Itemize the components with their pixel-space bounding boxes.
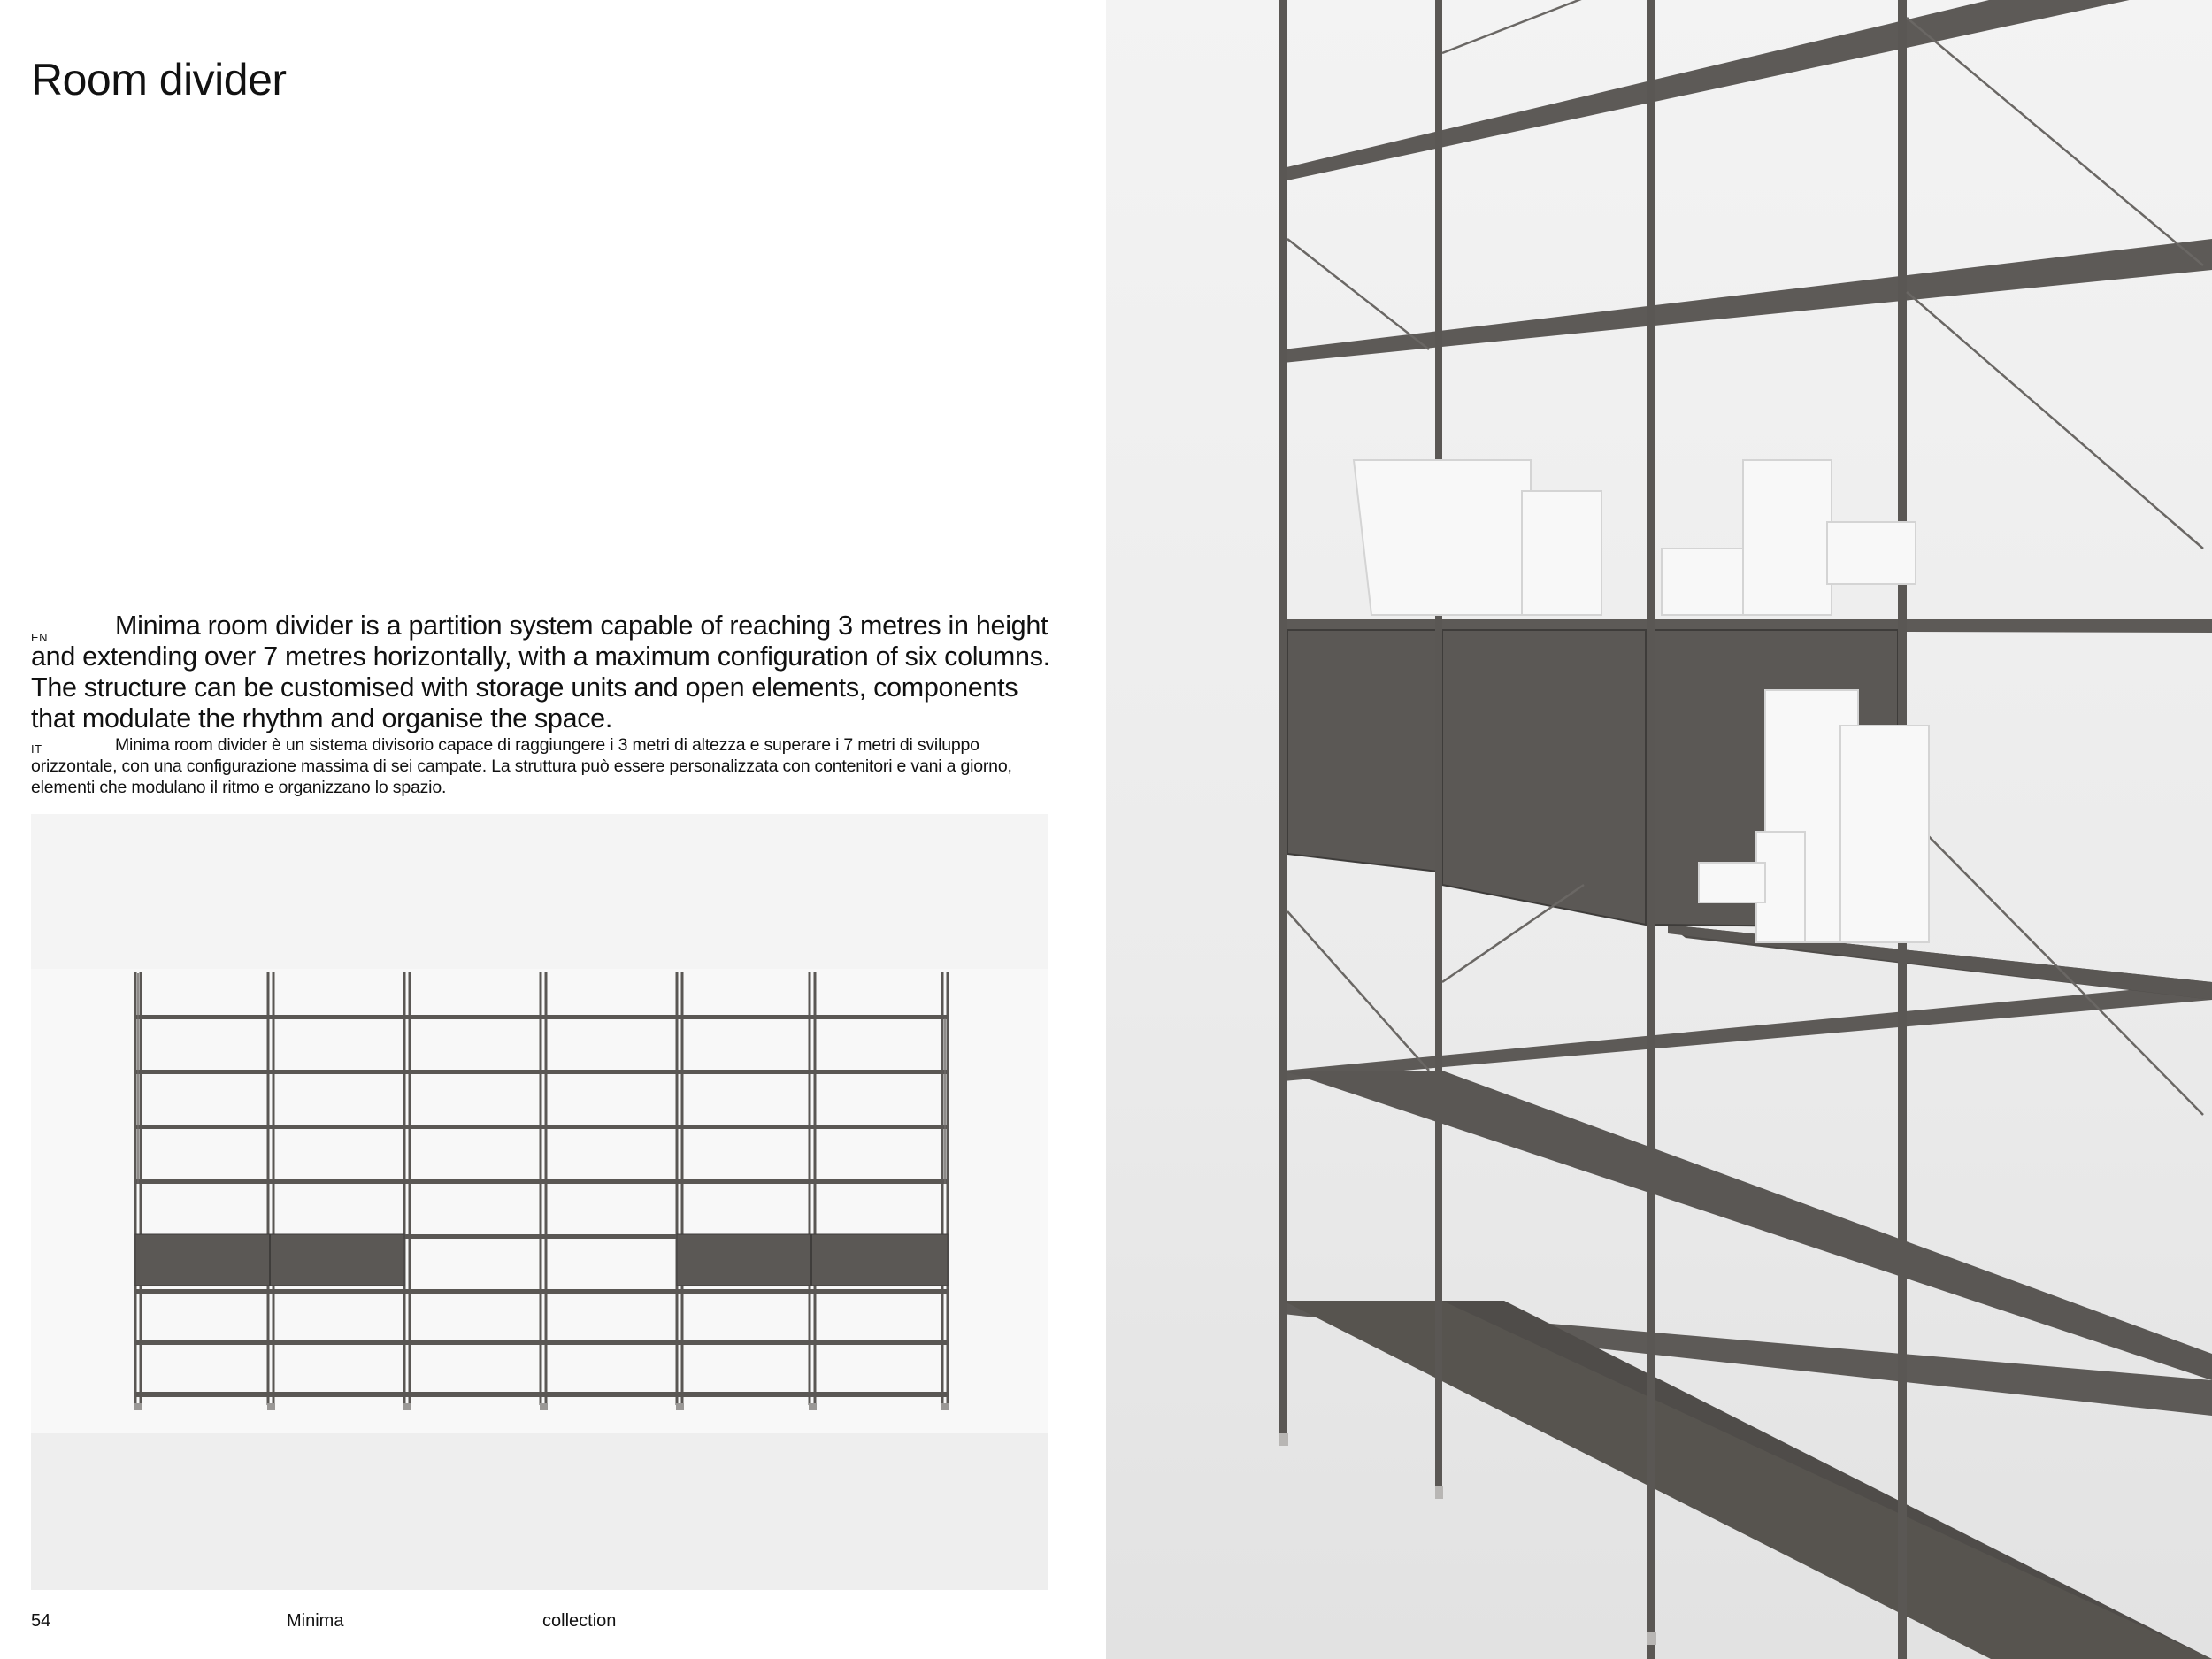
right-page	[1106, 0, 2212, 1659]
description-en-text: Minima room divider is a partition system capable of reaching 3 metres in height and extending over 7 metres horizontally, with a maximum configuration of six columns. The structure can be customised with storage units and open elements, components that modulate the rhythm and organise the space.	[31, 611, 1050, 733]
description-it-text: Minima room divider è un sistema divisorio capace di raggiungere i 3 metri di altezza e superare i 7 metri di sviluppo orizzontale, con una configurazione massima di sei campate. La struttura può essere personalizzata con contenitori e vani a giorno, elementi che modulano il ritmo e organizzano lo spazio.	[31, 735, 1012, 797]
room-divider-detail-illustration	[1106, 0, 2212, 1659]
lang-label-it: IT	[31, 742, 42, 756]
footer-section: collection	[542, 1611, 617, 1631]
description-block	[31, 611, 1066, 798]
footer-page-number: 54	[31, 1611, 51, 1631]
description-en	[31, 611, 1066, 734]
page-title: Room divider	[31, 54, 287, 104]
description-it	[31, 734, 1066, 798]
lang-label-en: EN	[31, 631, 49, 644]
product-photo-front	[31, 814, 1048, 1590]
footer-brand: Minima	[287, 1611, 344, 1631]
product-photo-detail	[1106, 0, 2212, 1659]
room-divider-front-illustration	[31, 814, 1048, 1590]
